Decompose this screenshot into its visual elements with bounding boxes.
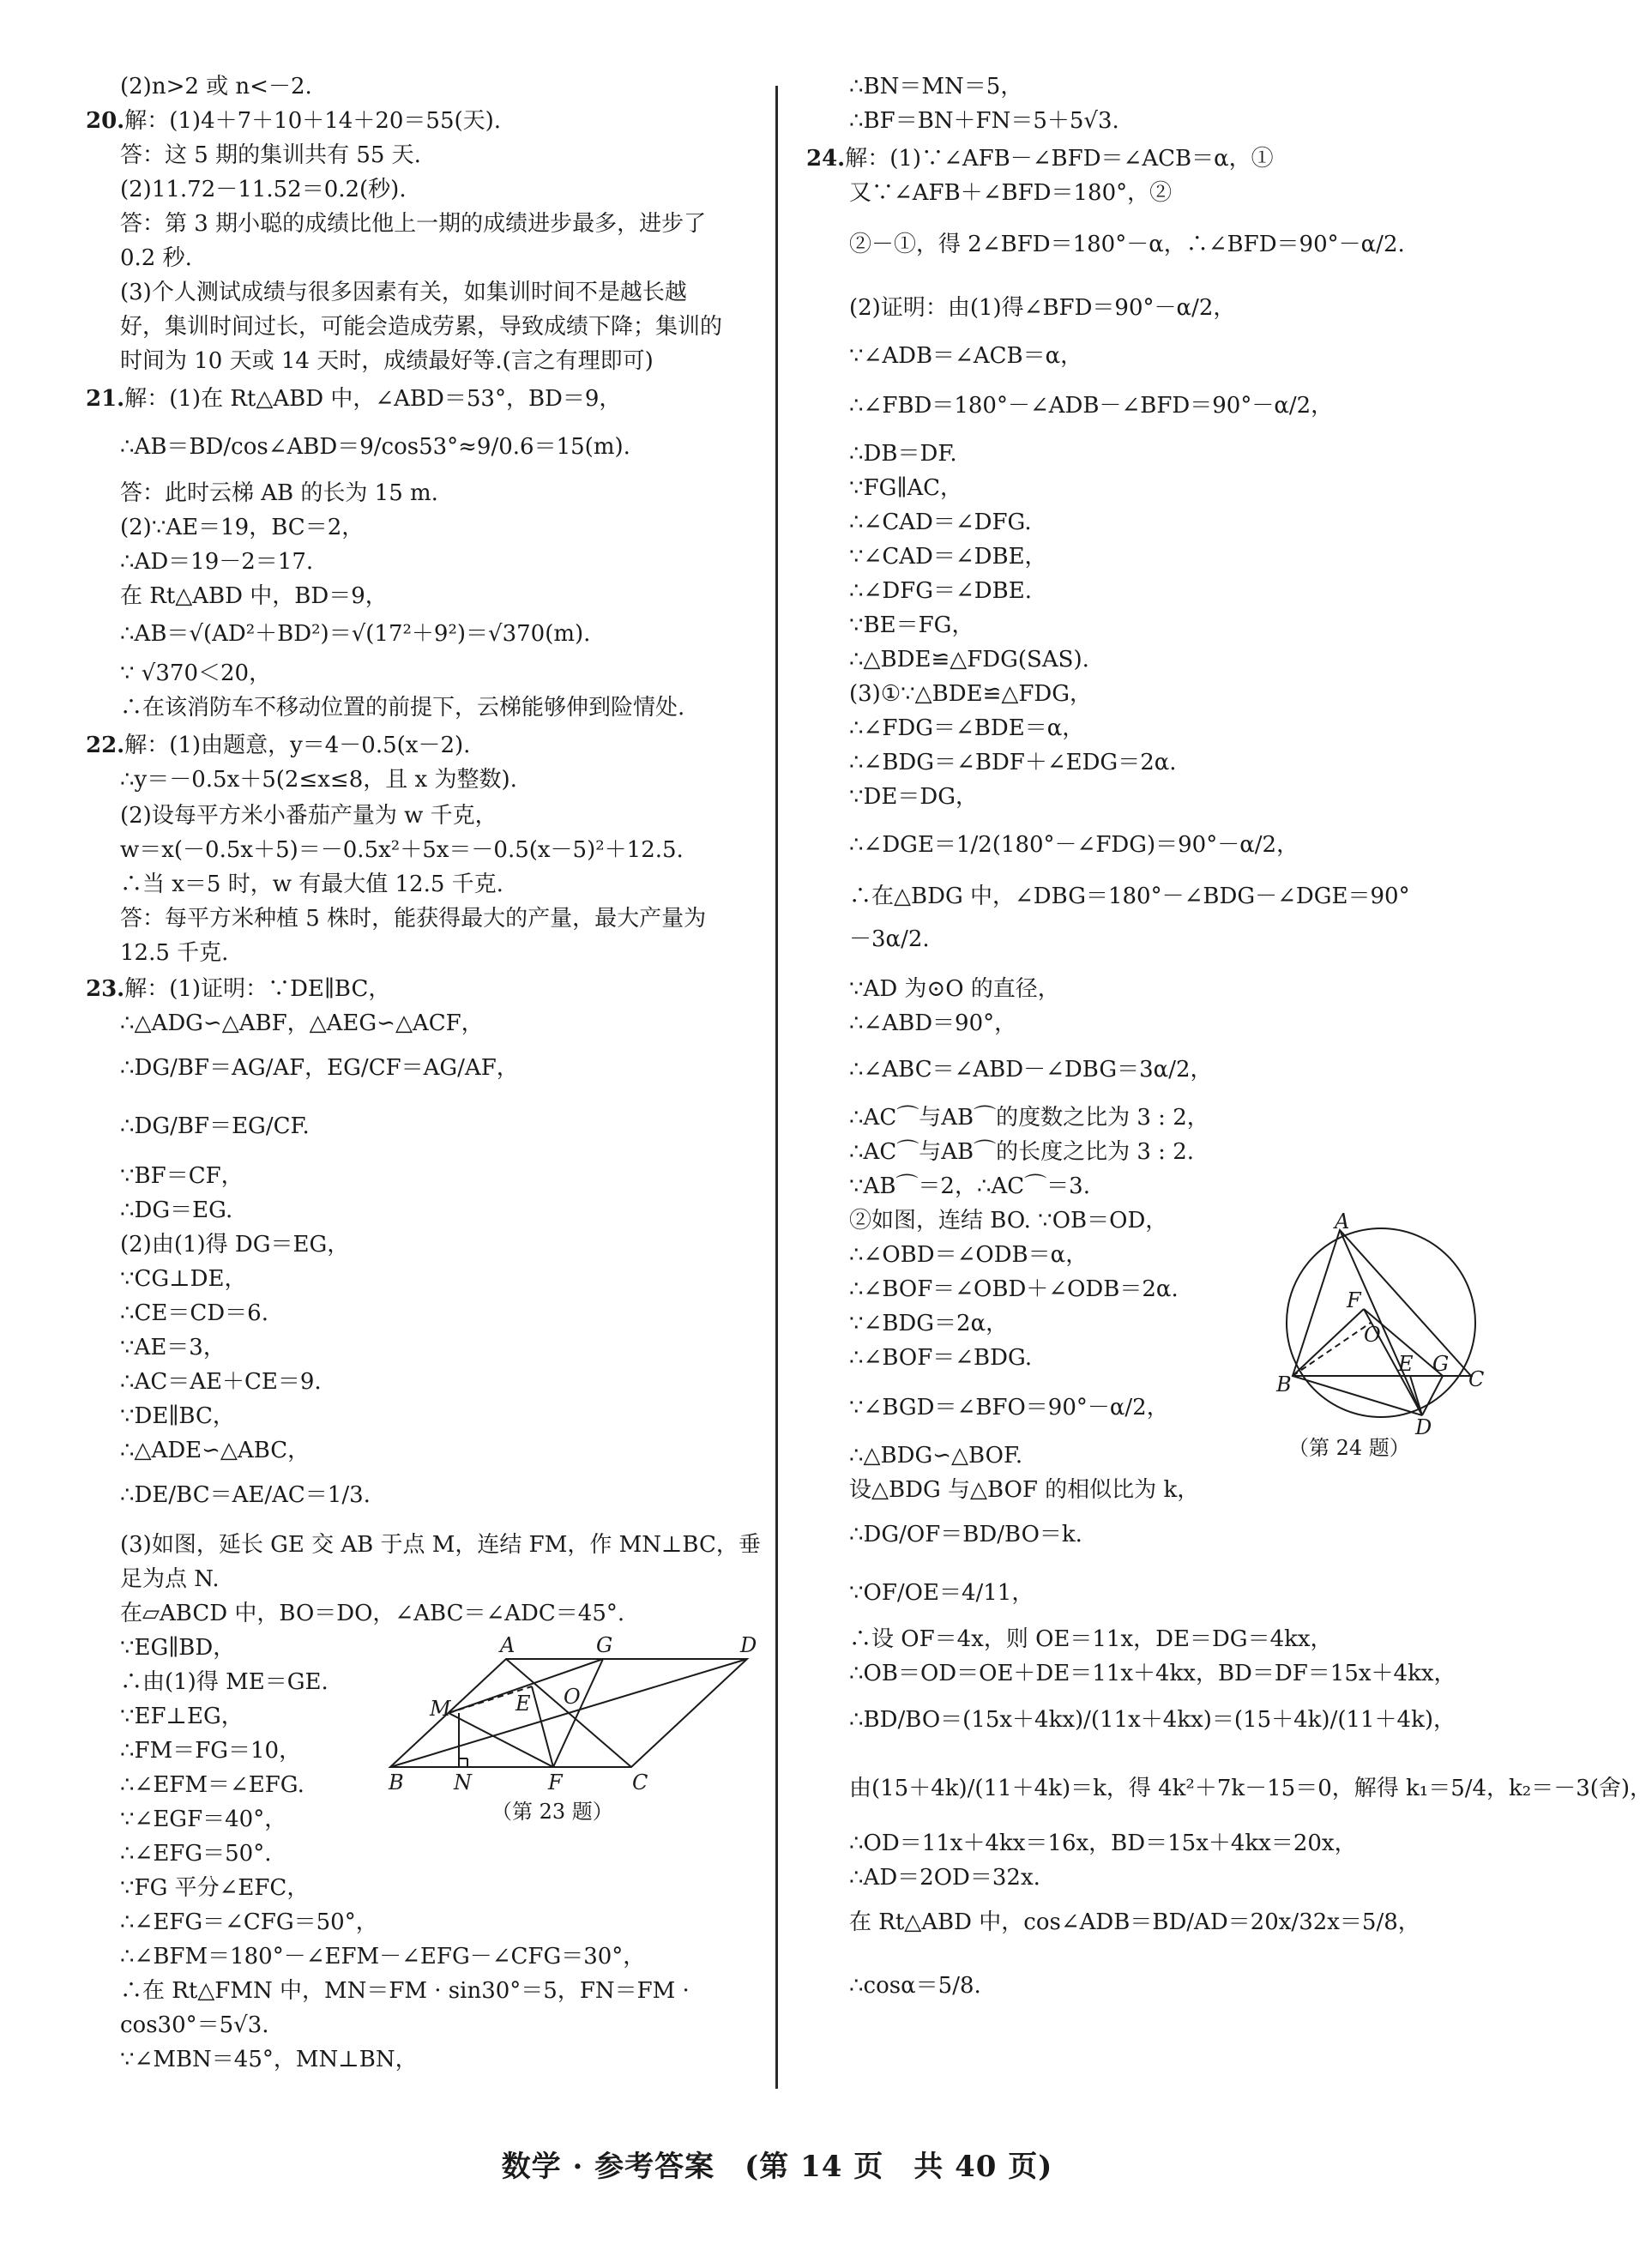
- left-column-line-text: ∴DG/BF＝EG/CF.: [120, 1113, 310, 1139]
- left-column-line: [120, 2011, 269, 2040]
- right-column-line-text: ∴∠BDG＝∠BDF＋∠EDG＝2α.: [849, 750, 1177, 775]
- left-column-line: [120, 938, 228, 968]
- left-column-line-text: 足为点 N.: [120, 1566, 220, 1592]
- left-column-line-text: (2)由(1)得 DG＝EG，: [120, 1232, 350, 1258]
- right-column-line: [849, 1309, 1008, 1338]
- right-column-line: [849, 576, 1032, 606]
- left-column-line-text: ∵CG⊥DE，: [120, 1266, 247, 1292]
- right-column-line: [849, 1578, 1034, 1608]
- right-column-line: [849, 439, 957, 468]
- left-column-line-text: 在 Rt△ABD 中，BD＝9，: [120, 583, 388, 609]
- left-column-line-text: ∵BF＝CF，: [120, 1163, 244, 1189]
- left-column-line-text: ∴DG/BF＝AG/AF，EG/CF＝AG/AF，: [120, 1055, 519, 1081]
- right-column-line-text: 设△BDG 与△BOF 的相似比为 k，: [849, 1477, 1200, 1503]
- right-column-line-text: ∴OD＝11x＋4kx＝16x，BD＝15x＋4kx＝20x，: [849, 1831, 1357, 1856]
- label-b: B: [389, 1770, 404, 1794]
- label-g: G: [1432, 1352, 1450, 1376]
- left-column-line-text: ∴DG＝EG.: [120, 1197, 233, 1223]
- right-column-line-text: ∴∠ABD＝90°，: [849, 1010, 1017, 1036]
- left-column-line: [120, 547, 313, 576]
- left-column-line: [120, 1908, 378, 1937]
- left-column-line-text: ∵EG∥BD，: [120, 1635, 236, 1661]
- right-column-line: [849, 1520, 1082, 1549]
- right-column-line-text: ∴∠BOF＝∠BDG.: [849, 1345, 1033, 1371]
- right-column-line-text: ∵FG∥AC，: [849, 475, 963, 501]
- left-column-line-text: ∴DE/BC＝AE/AC＝1/3.: [120, 1482, 371, 1508]
- left-column-line-text: ∴AB＝√(AD²＋BD²)＝√(17²＋9²)＝√370(m).: [120, 621, 591, 647]
- left-column-line: [120, 1112, 310, 1141]
- right-column-line-text: ②－①，得 2∠BFD＝180°－α，∴∠BFD＝90°－α/2.: [849, 232, 1405, 257]
- line-ef: [532, 1686, 553, 1767]
- left-column-line-text: ∴△ADG∽△ABF，△AEG∽△ACF，: [120, 1010, 484, 1036]
- left-column-line-text: 在▱ABCD 中，BO＝DO，∠ABC＝∠ADC＝45°.: [120, 1601, 625, 1626]
- right-column-line: [849, 178, 1172, 208]
- right-column-line: [849, 1393, 1169, 1422]
- left-column-line-text: ∴当 x＝5 时，w 有最大值 12.5 千克.: [120, 872, 503, 897]
- right-column-line-text: 又∵∠AFB＋∠BFD＝180°，②: [849, 180, 1173, 206]
- label-m: M: [430, 1697, 451, 1721]
- right-column-line: [849, 1971, 981, 2000]
- left-column-line: [120, 1161, 244, 1191]
- left-column-line-text: 解：(1)证明：∵DE∥BC，: [124, 976, 391, 1002]
- left-column-line: [120, 1839, 271, 1868]
- label-e: E: [1398, 1352, 1414, 1376]
- right-column-line: [849, 1055, 1213, 1084]
- right-column-line-text: ∴AC⌒与AB⌒的长度之比为 3 : 2.: [849, 1139, 1194, 1165]
- left-column-line: [120, 1702, 244, 1731]
- left-column-line: [120, 2045, 418, 2074]
- left-column-line-text: ∵∠EGF＝40°，: [120, 1807, 287, 1832]
- right-column-line-text: 由(15＋4k)/(11＋4k)＝k，得 4k²＋7k－15＝0，解得 k₁＝5/4，k₂＝－3(舍)，: [849, 1776, 1652, 1801]
- right-column-line: [849, 611, 974, 640]
- left-column-line: [120, 582, 388, 611]
- label-d: D: [1415, 1415, 1432, 1439]
- left-column-line: [120, 870, 503, 899]
- right-column-line-text: ∴在△BDG 中，∠DBG＝180°－∠BDG－∠DGE＝90°: [849, 884, 1410, 909]
- left-column-line: [120, 1565, 220, 1594]
- right-column-line: [849, 1774, 1652, 1803]
- right-column-line-text: －3α/2.: [849, 926, 930, 952]
- figure-24: [1276, 1209, 1492, 1460]
- left-column-line-text: ∴∠EFG＝∠CFG＝50°，: [120, 1909, 378, 1935]
- label-f: F: [1347, 1288, 1361, 1312]
- left-column-line: [120, 1668, 329, 1697]
- left-column-line: [120, 1053, 519, 1083]
- left-column-line-text: (2)设每平方米小番茄产量为 w 千克，: [120, 803, 497, 829]
- left-column-line: [120, 141, 421, 170]
- right-column-line: [849, 925, 930, 954]
- label-o: O: [1364, 1323, 1381, 1347]
- right-column-line: [849, 1659, 1456, 1688]
- left-column-line-text: ∴AB＝BD/cos∠ABD＝9/cos53°≈9/0.6＝15(m).: [120, 434, 630, 460]
- left-column-line-text: ∴∠EFM＝∠EFG.: [120, 1772, 304, 1798]
- right-column-line: [849, 882, 1410, 911]
- right-column-line-text: ∴设 OF＝4x，则 OE＝11x，DE＝DG＝4kx，: [849, 1626, 1333, 1652]
- left-column-line-text: ∴AD＝19－2＝17.: [120, 549, 314, 575]
- left-column-line: [86, 974, 390, 1004]
- page-footer: 数学 · 参考答案 (第 14 页 共 40 页): [501, 2150, 1053, 2184]
- right-column-line: [849, 1206, 1167, 1235]
- left-column-line-text: 解：(1)4＋7＋10＋14＋20＝55(天).: [124, 108, 502, 134]
- right-column-line-text: ∵∠CAD＝∠DBE，: [849, 544, 1047, 570]
- left-column-line-text: w＝x(－0.5x＋5)＝－0.5x²＋5x＝－0.5(x－5)²＋12.5.: [120, 837, 684, 863]
- right-column-line-text: ∴∠ABC＝∠ABD－∠DBG＝3α/2，: [849, 1057, 1213, 1083]
- left-column-line: [120, 1299, 268, 1328]
- left-column-line-text: (3)个人测试成绩与很多因素有关，如集训时间不是越长越: [120, 280, 687, 305]
- right-column-line: [849, 542, 1047, 571]
- right-column-line-text: ∴∠DFG＝∠DBE.: [849, 578, 1032, 604]
- right-column-line: [849, 830, 1299, 860]
- left-column-line-text: ∵DE∥BC，: [120, 1403, 235, 1429]
- question-number: 21.: [86, 386, 125, 412]
- left-column-line: [120, 1481, 371, 1510]
- right-column-line: [849, 782, 978, 811]
- left-column-line: [120, 801, 497, 830]
- left-column-line-text: 好，集训时间过长，可能会造成劳累，导致成绩下降；集训的: [120, 314, 723, 340]
- right-column-line: [849, 72, 1022, 101]
- left-column-line: [120, 1264, 246, 1294]
- left-column-line-text: (2)∵AE＝19，BC＝2，: [120, 515, 365, 540]
- label-c: C: [1468, 1367, 1485, 1391]
- left-column-line: [120, 1942, 645, 1971]
- question-number: 24.: [806, 146, 846, 172]
- right-column-line-text: ∵AB⌒＝2，∴AC⌒＝3.: [849, 1173, 1090, 1199]
- left-column-line: [120, 312, 722, 341]
- label-n: N: [454, 1770, 472, 1794]
- label-g: G: [596, 1633, 613, 1657]
- right-column-line-text: ∴∠OBD＝∠ODB＝α，: [849, 1242, 1088, 1268]
- left-column-line: [120, 1333, 226, 1362]
- figure-24-caption: （第 24 题）: [1288, 1436, 1410, 1460]
- right-column-line: [849, 1009, 1016, 1038]
- right-column-line-text: ∴OB＝OD＝OE＋DE＝11x＋4kx，BD＝DF＝15x＋4kx，: [849, 1661, 1456, 1686]
- right-column-line-text: 解：(1)∵∠AFB－∠BFD＝∠ACB＝α，①: [845, 146, 1274, 172]
- left-column-line: [120, 209, 706, 238]
- left-column-line-text: ∵AE＝3，: [120, 1335, 226, 1360]
- left-column-line-text: ∴∠BFM＝180°－∠EFM－∠EFG－∠CFG＝30°，: [120, 1944, 646, 1969]
- left-column-line: [120, 904, 706, 933]
- left-column-line: [120, 1873, 309, 1903]
- question-number: 22.: [86, 733, 125, 758]
- right-column-line: [849, 1863, 1040, 1892]
- right-column-line: [849, 508, 1032, 537]
- right-column-line-text: ∴△BDG∽△BOF.: [849, 1443, 1023, 1469]
- left-column-line-text: ∴FM＝FG＝10，: [120, 1738, 302, 1764]
- right-column-line: [849, 1625, 1333, 1654]
- left-column-line-text: ∴由(1)得 ME＝GE.: [120, 1669, 329, 1695]
- left-column-line: [120, 72, 312, 101]
- right-column-line: [849, 1441, 1022, 1470]
- right-column-line-text: ∵∠BGD＝∠BFO＝90°－α/2，: [849, 1395, 1169, 1421]
- left-column-line: [120, 765, 517, 794]
- right-column-line-text: ∵∠BDG＝2α，: [849, 1311, 1009, 1336]
- left-column-line-text: 解：(1)由题意，y＝4－0.5(x－2).: [124, 733, 471, 758]
- right-column-line-text: 在 Rt△ABD 中，cos∠ADB＝BD/AD＝20x/32x＝5/8，: [849, 1909, 1420, 1935]
- left-column-line: [120, 1196, 232, 1225]
- right-column-line-text: ∴△BDE≌△FDG(SAS).: [849, 647, 1089, 673]
- right-column-line: [849, 1829, 1357, 1858]
- left-column-line: [120, 1009, 484, 1038]
- label-b: B: [1276, 1372, 1292, 1396]
- right-column-line-text: ∴BF＝BN＋FN＝5＋5√3.: [849, 108, 1119, 134]
- right-column-line: [849, 714, 1084, 743]
- left-column-line: [120, 513, 364, 542]
- figure-24-diagram: [1276, 1209, 1492, 1439]
- left-column-line: [120, 1976, 690, 2006]
- left-column-line-text: ∵ √370＜20，: [120, 660, 272, 686]
- left-column-line: [120, 1530, 761, 1559]
- right-column-line: [849, 230, 1405, 259]
- left-column-line: [86, 384, 621, 413]
- right-column-line-text: ∴AD＝2OD＝32x.: [849, 1865, 1040, 1891]
- left-column-line: [120, 1633, 235, 1662]
- right-column-line-text: ∴∠FBD＝180°－∠ADB－∠BFD＝90°－α/2，: [849, 393, 1334, 419]
- right-column-line-text: ∵BE＝FG，: [849, 612, 974, 638]
- label-c: C: [632, 1770, 648, 1794]
- right-column-line: [849, 748, 1177, 777]
- left-column-line-text: ∴CE＝CD＝6.: [120, 1300, 268, 1326]
- left-column-line: [120, 619, 590, 648]
- left-column-line-text: 0.2 秒.: [120, 245, 192, 271]
- left-column-line-text: 解：(1)在 Rt△ABD 中，∠ABD＝53°，BD＝9，: [124, 386, 622, 412]
- left-column-line-text: cos30°＝5√3.: [120, 2012, 269, 2038]
- right-column-line-text: ∴AC⌒与AB⌒的度数之比为 3 : 2，: [849, 1105, 1209, 1131]
- right-column-line: [849, 1705, 1456, 1734]
- left-column-line-text: (3)如图，延长 GE 交 AB 于点 M，连结 FM，作 MN⊥BC，垂: [120, 1532, 761, 1558]
- right-column-line-text: ∴∠FDG＝∠BDE＝α，: [849, 715, 1085, 741]
- left-column-line-text: (2)n>2 或 n<－2.: [120, 74, 312, 100]
- left-column-line-text: 12.5 千克.: [120, 940, 229, 966]
- left-column-line: [120, 244, 192, 273]
- left-column-line: [120, 659, 271, 688]
- right-column-line: [849, 106, 1119, 136]
- left-column-line-text: 答：每平方米种植 5 株时，能获得最大的产量，最大产量为: [120, 906, 707, 932]
- right-column-line-text: ∴BN＝MN＝5，: [849, 74, 1023, 100]
- left-column-line-text: 答：第 3 期小聪的成绩比他上一期的成绩进步最多，进步了: [120, 211, 707, 237]
- left-column-line: [120, 432, 630, 461]
- left-column-line-text: 时间为 10 天或 14 天时，成绩最好等.(言之有理即可): [120, 348, 654, 374]
- right-column-line-text: ∴∠DGE＝1/2(180°－∠FDG)＝90°－α/2，: [849, 832, 1299, 858]
- right-column-line-text: ∵AD 为⊙O 的直径，: [849, 976, 1060, 1002]
- label-a: A: [1335, 1209, 1350, 1234]
- right-column-line-text: ∵DE＝DG，: [849, 784, 978, 810]
- left-column-line: [120, 278, 687, 307]
- right-column-line: [849, 1275, 1179, 1304]
- left-column-line: [120, 693, 684, 722]
- label-d: D: [740, 1633, 757, 1657]
- right-column-line-text: ∴∠BOF＝∠OBD＋∠ODB＝2α.: [849, 1276, 1179, 1302]
- column-divider: [775, 86, 778, 2089]
- left-column-line-text: 答：这 5 期的集训共有 55 天.: [120, 142, 421, 168]
- line-bd: [1293, 1376, 1422, 1415]
- left-column-line-text: ∴AC＝AE＋CE＝9.: [120, 1369, 322, 1395]
- label-e: E: [515, 1692, 531, 1716]
- left-column-line-text: ∵FG 平分∠EFC，: [120, 1875, 310, 1901]
- right-column-line: [849, 974, 1060, 1004]
- left-column-line-text: ∴△ADE∽△ABC，: [120, 1438, 311, 1463]
- figure-23: [390, 1630, 768, 1827]
- right-column-line: [849, 1343, 1032, 1372]
- left-column-line: [120, 1805, 286, 1834]
- right-column-line: [849, 1475, 1199, 1505]
- right-column-line-text: ∴cosα＝5/8.: [849, 1973, 981, 1999]
- left-column-line: [120, 479, 438, 508]
- question-number: 20.: [86, 108, 125, 134]
- question-number: 23.: [86, 976, 125, 1002]
- label-f: F: [548, 1770, 563, 1794]
- dashed-bo: [1293, 1323, 1371, 1376]
- left-column-line-text: ∴在 Rt△FMN 中，MN＝FM · sin30°＝5，FN＝FM ·: [120, 1978, 690, 2004]
- left-column-line-text: ∵∠MBN＝45°，MN⊥BN，: [120, 2047, 418, 2072]
- left-column-line: [86, 106, 501, 136]
- right-column-line: [849, 1172, 1090, 1201]
- left-column-line-text: ∵EF⊥EG，: [120, 1704, 244, 1729]
- right-column-line-text: (2)证明：由(1)得∠BFD＝90°－α/2，: [849, 295, 1236, 321]
- right-column-line-text: ∴DG/OF＝BD/BO＝k.: [849, 1522, 1082, 1547]
- right-column-line: [849, 341, 1082, 371]
- left-column-line: [120, 1230, 349, 1259]
- right-column-line-text: ∵OF/OE＝4/11，: [849, 1580, 1034, 1606]
- left-column-line-text: 答：此时云梯 AB 的长为 15 m.: [120, 480, 438, 506]
- right-column-line: [849, 1103, 1209, 1132]
- left-column-line: [120, 1367, 322, 1396]
- left-column-line: [86, 731, 470, 760]
- figure-23-caption: （第 23 题）: [491, 1800, 613, 1824]
- right-column-line: [849, 391, 1333, 420]
- left-column-line-text: ∴∠EFG＝50°.: [120, 1841, 272, 1867]
- right-column-line: [849, 645, 1089, 674]
- right-column-line-text: ∴BD/BO＝(15x＋4kx)/(11x＋4kx)＝(15＋4k)/(11＋4k)，: [849, 1707, 1456, 1733]
- left-column-line-text: (2)11.72－11.52＝0.2(秒).: [120, 177, 407, 202]
- left-column-line: [120, 1736, 301, 1765]
- right-column-line-text: ∵∠ADB＝∠ACB＝α，: [849, 343, 1083, 369]
- right-column-line: [849, 1240, 1088, 1270]
- left-column-line: [120, 1599, 624, 1628]
- right-column-line-text: ∴∠CAD＝∠DFG.: [849, 510, 1032, 535]
- right-column-line-text: ∴DB＝DF.: [849, 441, 957, 467]
- right-column-line-text: (3)①∵△BDE≌△FDG，: [849, 681, 1093, 707]
- left-column-line-text: ∴y＝－0.5x＋5(2≤x≤8，且 x 为整数).: [120, 767, 517, 793]
- left-column-line: [120, 1436, 310, 1465]
- right-column-line: [849, 679, 1092, 709]
- left-column-line: [120, 835, 684, 865]
- left-column-line-text: ∴在该消防车不移动位置的前提下，云梯能够伸到险情处.: [120, 695, 685, 721]
- right-column-line: [849, 474, 962, 503]
- right-column-line: [849, 293, 1235, 323]
- line-fg: [553, 1659, 603, 1767]
- label-o: O: [564, 1685, 581, 1709]
- right-column-line-text: ②如图，连结 BO. ∵OB＝OD，: [849, 1208, 1168, 1234]
- label-a: A: [500, 1633, 515, 1657]
- left-column-line: [120, 175, 407, 204]
- right-column-line: [806, 144, 1274, 173]
- left-column-line: [120, 1770, 304, 1800]
- left-column-line: [120, 347, 654, 376]
- right-column-line: [849, 1137, 1194, 1167]
- right-column-line: [849, 1908, 1420, 1937]
- left-column-line: [120, 1402, 235, 1431]
